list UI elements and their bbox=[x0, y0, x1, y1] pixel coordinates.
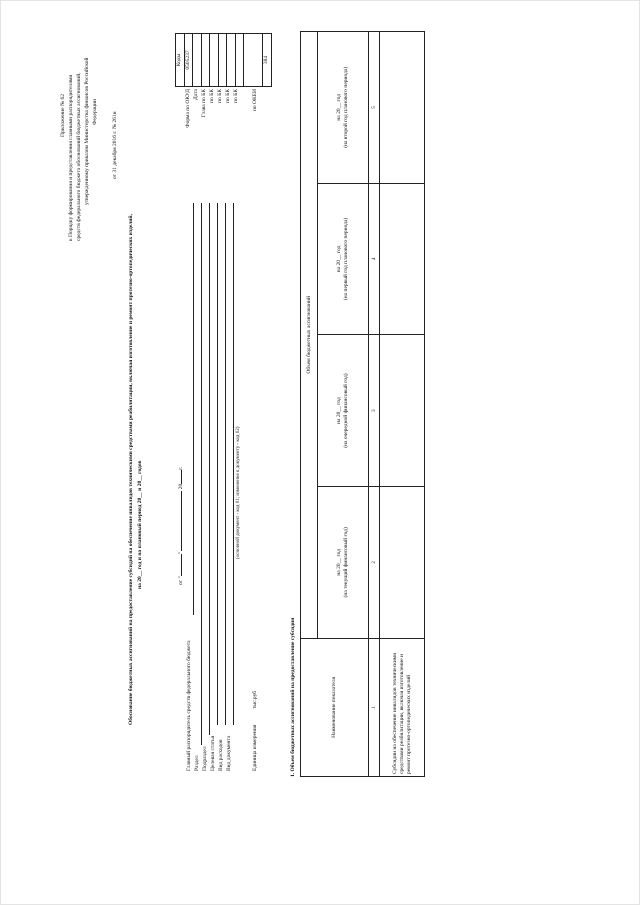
col-num-5: 5 bbox=[369, 32, 380, 184]
field-section-line bbox=[201, 203, 202, 745]
field-unit-value: тыс.руб bbox=[252, 690, 258, 709]
cell-current bbox=[380, 486, 425, 638]
document-title-period: на 20__ год и на плановый период 20__ и 20__ годов bbox=[137, 460, 143, 589]
field-subsection-label: Подраздел bbox=[202, 746, 208, 771]
field-subsection-line bbox=[209, 203, 210, 735]
label-bk-3: по БК bbox=[225, 89, 231, 103]
col-header-plan-1: на 20__ год (на первый год планового периода) bbox=[318, 183, 369, 335]
field-expense-type-line bbox=[225, 203, 226, 725]
code-bk-chapter bbox=[201, 34, 210, 87]
label-bk-2: по БК bbox=[217, 89, 223, 103]
appendix-line-4: Федерации bbox=[92, 99, 98, 125]
field-target-line bbox=[217, 203, 218, 725]
code-bk-1 bbox=[210, 34, 219, 87]
code-okud: 0505237 bbox=[184, 34, 193, 87]
label-bk-4: по БК bbox=[233, 89, 239, 103]
col-num-2: 2 bbox=[369, 486, 380, 638]
col-group-header: Объем бюджетных ассигнований bbox=[301, 32, 318, 639]
field-doc-type-label: Вид документа bbox=[226, 735, 232, 771]
codes-header: Коды bbox=[176, 34, 185, 87]
section-1-title: 1. Объем бюджетных ассигнований на предоставление субсидии bbox=[290, 617, 296, 777]
field-manager-label: Главный распорядитель средств федерального бюджета bbox=[186, 640, 192, 771]
appendix-number: Приложение № 62 bbox=[60, 93, 66, 137]
code-bk-4 bbox=[235, 34, 244, 87]
field-doc-type-note: (основной документ - код 01; изменение к документу - код 02) bbox=[236, 426, 241, 559]
code-bk-2 bbox=[218, 34, 227, 87]
col-num-4: 4 bbox=[369, 183, 380, 335]
appendix-line-3: утвержденному приказом Министерства финансов Российской bbox=[84, 57, 90, 205]
allocations-table bbox=[300, 31, 425, 777]
col-num-3: 3 bbox=[369, 335, 380, 487]
field-doc-type-line bbox=[233, 203, 234, 725]
appendix-line-2: средств федерального бюджета обоснований бюджетных ассигнований, bbox=[76, 72, 82, 241]
cell-next bbox=[380, 335, 425, 487]
field-section-label: Раздел bbox=[194, 755, 200, 771]
cell-plan-1 bbox=[380, 183, 425, 335]
code-blank bbox=[244, 34, 263, 87]
label-okud: Форма по ОКУД bbox=[185, 89, 191, 128]
field-expense-type-label: Вид расходов bbox=[218, 739, 224, 771]
code-okei: 384 bbox=[263, 34, 272, 87]
label-bk-1: по БК bbox=[209, 89, 215, 103]
row-label: Субсидии на обеспечение инвалидов техническими средствами реабилитации, включая изготовление и ремонт протезно-ортопедических изделий bbox=[380, 638, 425, 776]
label-bk-chapter: Глава по БК bbox=[201, 89, 207, 118]
col-header-next: на 20__ год (на очередной финансовый год) bbox=[318, 335, 369, 487]
code-bk-3 bbox=[227, 34, 236, 87]
appendix-line-5: от 31 декабря 2016 г. № 261н bbox=[112, 111, 118, 179]
appendix-line-1: к Порядку формирования и представления главными распорядителями bbox=[68, 74, 74, 241]
document-title: Обоснование бюджетных ассигнований на предоставление субсидий на обеспечение инвалидов техническими средствами реабилитации, включая изготовление и ремонт протезно-ортопедических изделий, bbox=[128, 214, 134, 725]
table-row bbox=[380, 32, 425, 777]
date-line: от "" 20г. bbox=[178, 466, 184, 585]
col-header-current: на 20__ год (на текущий финансовый год) bbox=[318, 486, 369, 638]
col-header-name: Наименование показателя bbox=[301, 638, 369, 776]
field-manager-line bbox=[193, 203, 194, 615]
label-date: Дата bbox=[193, 89, 199, 100]
field-unit-label: Единица измерения bbox=[252, 724, 258, 771]
col-header-plan-2: на 20__ год (на второй год планового периода) bbox=[318, 32, 369, 184]
field-target-label: Целевая статья bbox=[210, 735, 216, 771]
codes-box bbox=[175, 33, 272, 87]
col-num-1: 1 bbox=[369, 638, 380, 776]
label-okei: по ОКЕИ bbox=[252, 89, 258, 112]
code-date bbox=[193, 34, 202, 87]
cell-plan-2 bbox=[380, 32, 425, 184]
